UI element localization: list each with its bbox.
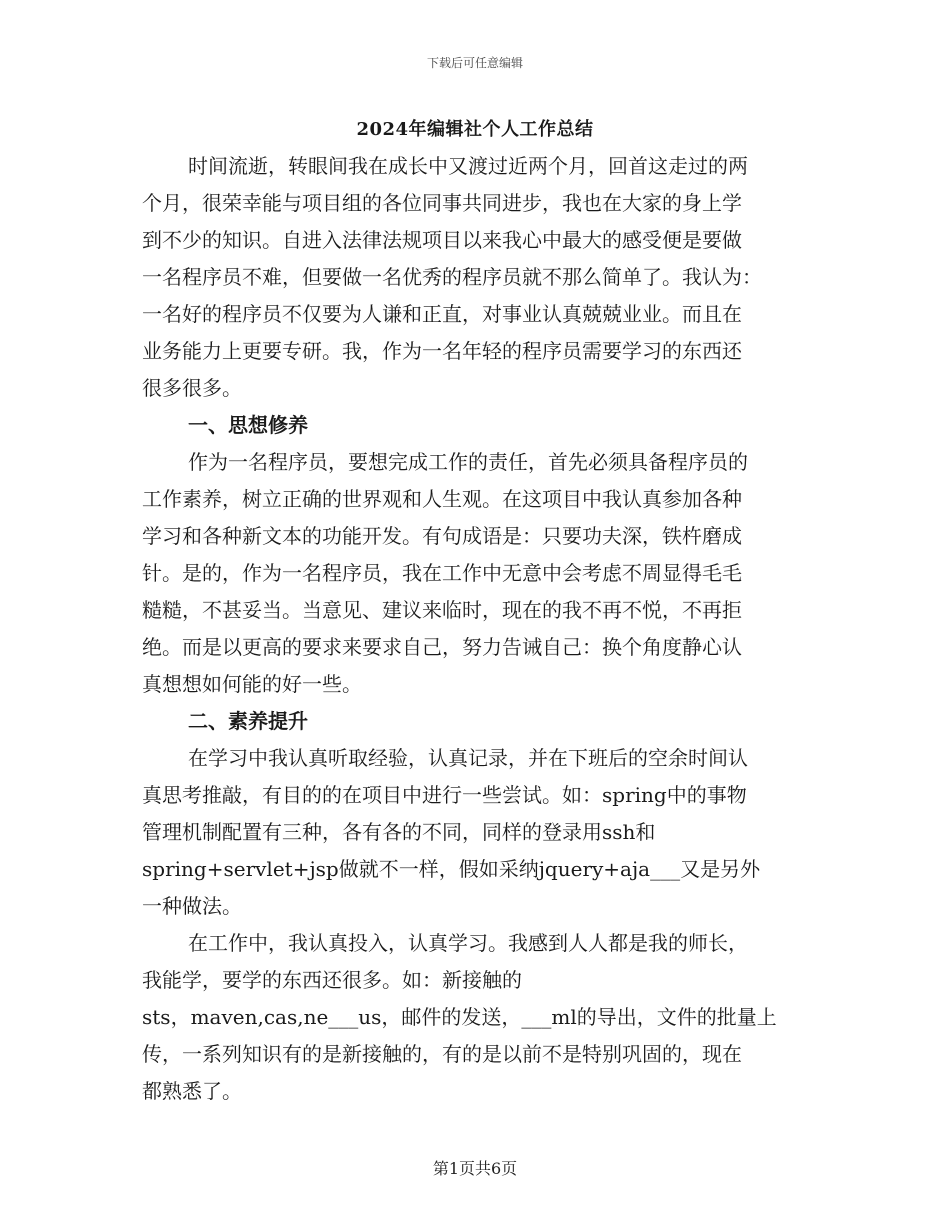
paragraph-line: 真想想如何能的好一些。 — [142, 672, 362, 696]
paragraph-line: 时间流逝，转眼间我在成长中又渡过近两个月，回首这走过的两 — [188, 154, 748, 178]
section-heading: 二、素养提升 — [188, 709, 308, 733]
paragraph-line: 个月，很荣幸能与项目组的各位同事共同进步，我也在大家的身上学 — [142, 191, 742, 215]
paragraph-line: 一名程序员不难，但要做一名优秀的程序员就不那么简单了。我认为： — [142, 265, 762, 289]
paragraph-line: 绝。而是以更高的要求来要求自己，努力告诫自己：换个角度静心认 — [142, 635, 742, 659]
paragraph-line: 很多很多。 — [142, 376, 242, 400]
paragraph-line: 传，一系列知识有的是新接触的，有的是以前不是特别巩固的，现在 — [142, 1042, 742, 1066]
paragraph-line: 一名好的程序员不仅要为人谦和正直，对事业认真兢兢业业。而且在 — [142, 302, 742, 326]
document-body — [142, 148, 814, 1110]
paragraph-line: 到不少的知识。自进入法律法规项目以来我心中最大的感受便是要做 — [142, 228, 742, 252]
paragraph-line: 针。是的，作为一名程序员，我在工作中无意中会考虑不周显得毛毛 — [142, 561, 742, 585]
paragraph-line: 管理机制配置有三种，各有各的不同，同样的登录用ssh和 — [142, 820, 656, 844]
paragraph-line: 在工作中，我认真投入，认真学习。我感到人人都是我的师长， — [188, 931, 748, 955]
paragraph-line: 糙糙，不甚妥当。当意见、建议来临时，现在的我不再不悦，不再拒 — [142, 598, 742, 622]
page-footer: 第1页共6页 — [432, 1159, 518, 1178]
paragraph-line: 工作素养，树立正确的世界观和人生观。在这项目中我认真参加各种 — [142, 487, 742, 511]
paragraph-line: 在学习中我认真听取经验，认真记录，并在下班后的空余时间认 — [188, 746, 748, 770]
document-title: 2024年编辑社个人工作总结 — [356, 119, 594, 140]
page-header: 下载后可任意编辑 — [426, 56, 523, 70]
paragraph-line: 一种做法。 — [142, 894, 242, 918]
paragraph-line: 真思考推敲，有目的的在项目中进行一些尝试。如：spring中的事物 — [142, 783, 747, 807]
paragraph-line: 业务能力上更要专研。我，作为一名年轻的程序员需要学习的东西还 — [142, 339, 742, 363]
paragraph-line: 学习和各种新文本的功能开发。有句成语是：只要功夫深，铁杵磨成 — [142, 524, 742, 548]
paragraph-line: 我能学，要学的东西还很多。如：新接触的 — [142, 968, 522, 992]
paragraph-line: sts，maven,cas,ne___us，邮件的发送，___ml的导出，文件的批量上 — [142, 1005, 777, 1029]
paragraph-line: spring+servlet+jsp做就不一样，假如采纳jquery+aja___又是另外 — [142, 857, 761, 881]
paragraph-line: 作为一名程序员，要想完成工作的责任，首先必须具备程序员的 — [188, 450, 748, 474]
paragraph-line: 都熟悉了。 — [142, 1079, 242, 1103]
section-heading: 一、思想修养 — [188, 413, 308, 437]
